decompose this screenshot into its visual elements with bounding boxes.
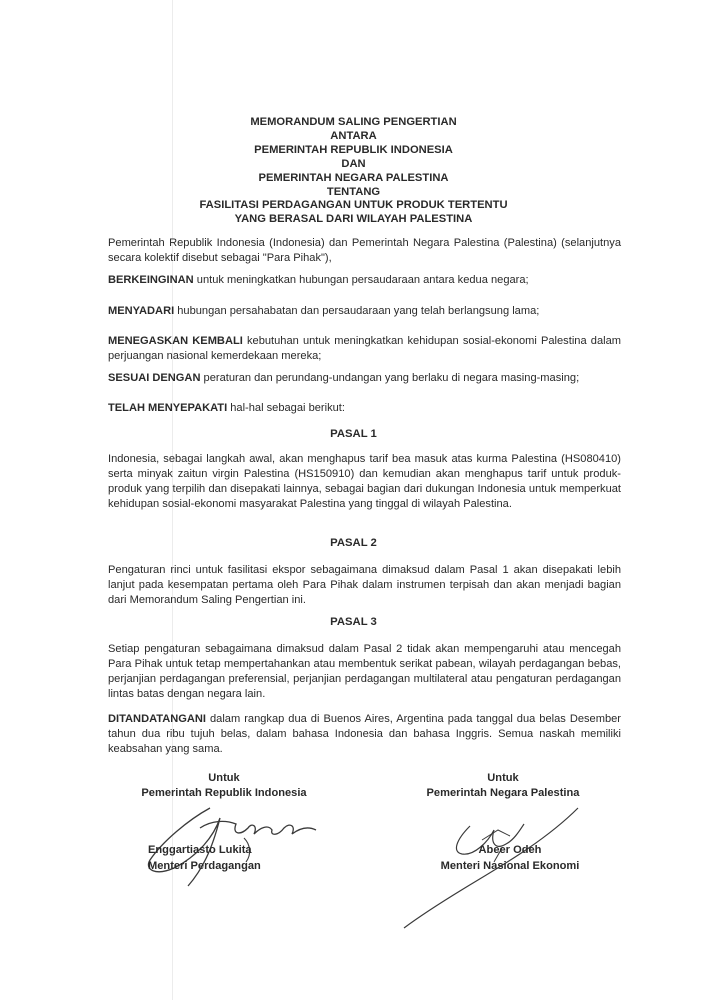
clause-lead: MENYADARI bbox=[108, 305, 175, 317]
closing-statement bbox=[108, 712, 621, 757]
title-line: TENTANG bbox=[326, 185, 381, 198]
preamble-clause bbox=[108, 334, 621, 364]
closing-text: dalam rangkap dua di Buenos Aires, Argentina pada tanggal dua belas Desember tahun dua ribu tujuh belas, dalam bahasa Indonesia dan bahasa Inggris. Semua naskah memiliki keabsahan yang sama. bbox=[108, 713, 621, 755]
closing-lead: DITANDATANGANI bbox=[108, 713, 206, 725]
clause-text: hal-hal sebagai berikut: bbox=[227, 402, 345, 414]
title-line: ANTARA bbox=[330, 129, 377, 142]
signatory-for: Untuk bbox=[487, 772, 519, 784]
signatory-name: Enggartiasto Lukita bbox=[148, 844, 252, 856]
title-line: DAN bbox=[341, 157, 366, 170]
article-body: Pengaturan rinci untuk fasilitasi ekspor sebagaimana dimaksud dalam Pasal 1 akan disepakati lebih lanjut pada kesempatan pertama oleh Para Pihak dalam instrumen terpisah dan akan menjadi bagian dari Memorandum Saling Pengertian ini. bbox=[108, 564, 621, 606]
signature-left bbox=[140, 790, 330, 890]
signatory-left-name-block bbox=[148, 843, 261, 874]
title-line: MEMORANDUM SALING PENGERTIAN bbox=[250, 116, 457, 128]
signatory-for: Untuk bbox=[208, 772, 240, 784]
clause-lead: BERKEINGINAN bbox=[108, 274, 194, 286]
signatory-party: Pemerintah Republik Indonesia bbox=[141, 786, 307, 799]
article-body: Setiap pengaturan sebagaimana dimaksud dalam Pasal 2 tidak akan mempengaruhi atau mencegah Para Pihak untuk tetap mempertahankan atau membentuk serikat pabean, wilayah perdagangan bebas, perjanjian perdagangan preferensial, perjanjian perdagangan multilateral atau pengaturan perdagangan lintas batas dengan negara lain. bbox=[108, 643, 621, 700]
preamble-clause bbox=[108, 371, 621, 386]
clause-lead: TELAH MENYEPAKATI bbox=[108, 402, 228, 414]
signatory-position: Menteri Perdagangan bbox=[148, 859, 261, 872]
signatory-right-header bbox=[407, 771, 599, 800]
article-heading: PASAL 3 bbox=[330, 616, 377, 628]
signatory-name: Abeer Odeh bbox=[478, 844, 542, 856]
preamble-intro: Pemerintah Republik Indonesia (Indonesia) dan Pemerintah Negara Palestina (Palestina) (selanjutnya secara kolektif disebut sebagai "Para Pihak"), bbox=[108, 237, 621, 264]
title-line: PEMERINTAH REPUBLIK INDONESIA bbox=[254, 143, 453, 156]
preamble-clause bbox=[108, 401, 621, 416]
clause-text: hubungan persahabatan dan persaudaraan yang telah berlangsung lama; bbox=[174, 305, 540, 317]
title-line: PEMERINTAH NEGARA PALESTINA bbox=[258, 171, 449, 184]
clause-lead: SESUAI DENGAN bbox=[108, 372, 201, 384]
signatory-party: Pemerintah Negara Palestina bbox=[426, 786, 580, 799]
article-body: Indonesia, sebagai langkah awal, akan menghapus tarif bea masuk atas kurma Palestina (HS080410) serta minyak zaitun virgin Palestina (HS150910) dan kemudian akan menghapus tarif untuk produk-produk yang terpilih dan disepakati lainnya, sebagai bagian dari dukungan Indonesia untuk memperkuat kehidupan sosial-ekonomi masyarakat Palestina yang tinggal di wilayah Palestina. bbox=[108, 453, 621, 510]
signatory-right-name-block bbox=[430, 843, 590, 874]
clause-text: kebutuhan untuk meningkatkan kehidupan sosial-ekonomi Palestina dalam perjuangan nasional kemerdekaan mereka; bbox=[108, 335, 621, 362]
article-heading: PASAL 1 bbox=[330, 428, 377, 440]
clause-text: untuk meningkatkan hubungan persaudaraan antara kedua negara; bbox=[193, 274, 529, 286]
preamble-clause bbox=[108, 304, 621, 319]
title-line: YANG BERASAL DARI WILAYAH PALESTINA bbox=[234, 213, 473, 226]
title-line: FASILITASI PERDAGANGAN UNTUK PRODUK TERTENTU bbox=[199, 199, 508, 212]
clause-text: peraturan dan perundang-undangan yang berlaku di negara masing-masing; bbox=[200, 372, 580, 384]
document-title bbox=[0, 116, 707, 227]
article-heading: PASAL 2 bbox=[330, 537, 377, 549]
preamble-clause bbox=[108, 273, 621, 288]
clause-lead: MENEGASKAN KEMBALI bbox=[108, 335, 243, 347]
signatory-position: Menteri Nasional Ekonomi bbox=[440, 859, 580, 872]
